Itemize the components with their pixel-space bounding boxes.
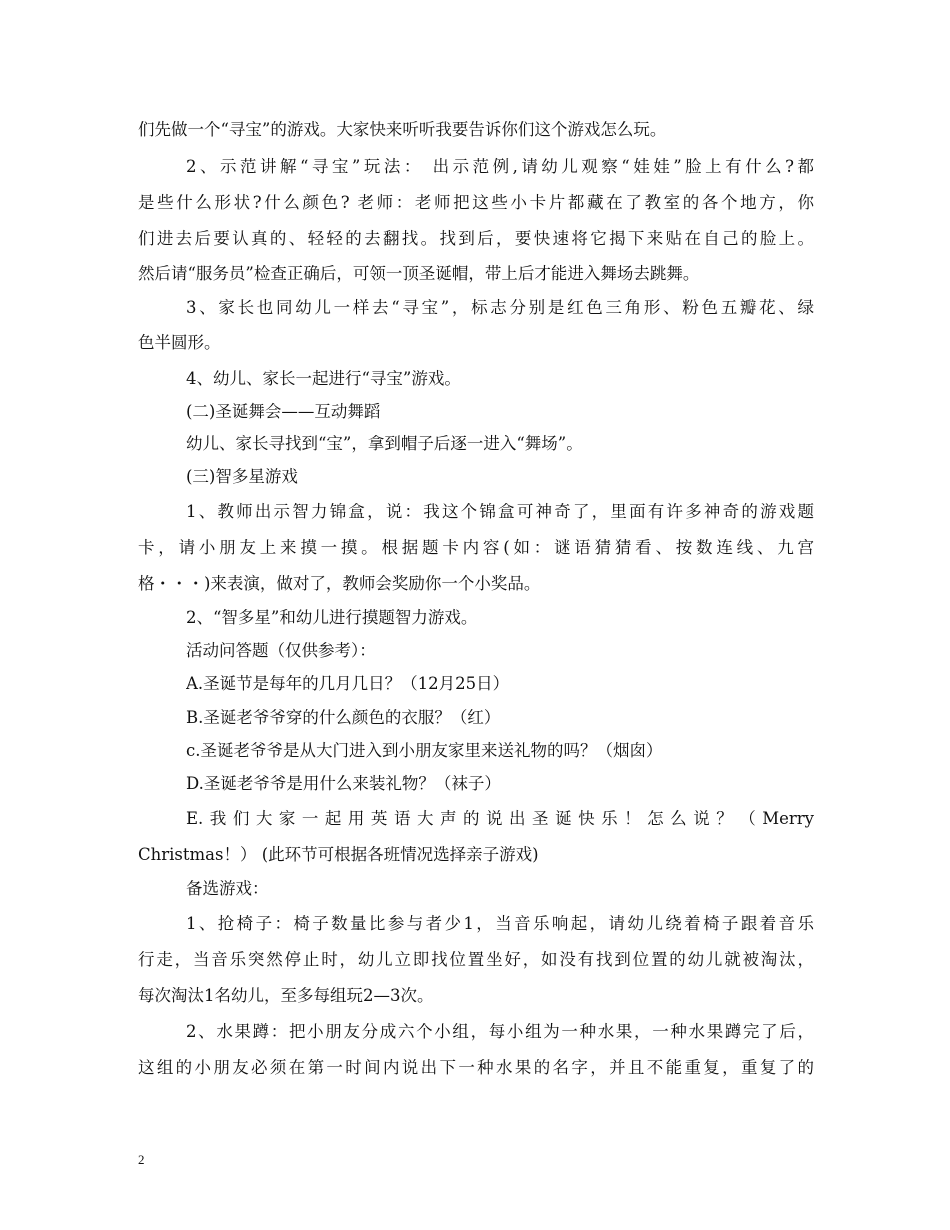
text-line: 然后请“服务员”检查正确后，可领一顶圣诞帽，带上后才能进入舞场去跳舞。 [138, 264, 700, 283]
section-heading: (二)圣诞舞会——互动舞蹈 [186, 402, 381, 421]
text-line: 卡，请小朋友上来摸一摸。根据题卡内容(如：谜语猜猜看、按数连线、九宫 [138, 538, 814, 557]
text-line: 2、水果蹲：把小朋友分成六个小组，每小组为一种水果，一种水果蹲完了后， [186, 1022, 814, 1041]
text-line: 活动问答题（仅供参考）： [186, 641, 376, 660]
text-line: 1、抢椅子：椅子数量比参与者少1，当音乐响起，请幼儿绕着椅子跟着音乐 [186, 914, 814, 933]
text-line: 是些什么形状?什么颜色? 老师：老师把这些小卡片都藏在了教室的各个地方，你 [138, 193, 814, 212]
text-line: 4、幼儿、家长一起进行“寻宝”游戏。 [186, 369, 461, 388]
text-line: 幼儿、家长寻找到“宝”，拿到帽子后逐一进入“舞场”。 [186, 434, 583, 453]
text-line: 2、“智多星”和幼儿进行摸题智力游戏。 [186, 608, 478, 627]
text-line: 2、示范讲解“寻宝”玩法： 出示范例,请幼儿观察“娃娃”脸上有什么?都 [186, 157, 814, 176]
text-line: 1、教师出示智力锦盒，说：我这个锦盒可神奇了，里面有许多神奇的游戏题 [186, 502, 814, 521]
question-item: D.圣诞老爷爷是用什么来装礼物？（袜子） [186, 774, 501, 793]
text-line: 行走，当音乐突然停止时，幼儿立即找位置坐好，如没有找到位置的幼儿就被淘汰， [138, 950, 814, 969]
text-line: 格・・・)来表演，做对了，教师会奖励你一个小奖品。 [138, 574, 541, 593]
page-number: 2 [138, 1152, 145, 1167]
text-line: Christmas！） (此环节可根据各班情况选择亲子游戏) [138, 845, 539, 864]
section-heading: (三)智多星游戏 [186, 467, 298, 486]
text-line: 们进去后要认真的、轻轻的去翻找。找到后，要快速将它揭下来贴在自己的脸上。 [138, 229, 814, 248]
text-line: 们先做一个“寻宝”的游戏。大家快来听听我要告诉你们这个游戏怎么玩。 [138, 120, 667, 139]
text-line: 色半圆形。 [138, 333, 221, 352]
text-line: 每次淘汰1名幼儿，至多每组玩2—3次。 [138, 986, 434, 1005]
question-item: E.我们大家一起用英语大声的说出圣诞快乐！怎么说？（Merry [186, 809, 814, 828]
text-line: 备选游戏： [186, 879, 269, 898]
question-item: B.圣诞老爷爷穿的什么颜色的衣服？（红） [186, 708, 501, 727]
question-item: A.圣诞节是每年的几月几日？（12月25日） [186, 674, 510, 693]
text-line: 3、家长也同幼儿一样去“寻宝”，标志分别是红色三角形、粉色五瓣花、绿 [186, 298, 814, 317]
question-item: c.圣诞老爷爷是从大门进入到小朋友家里来送礼物的吗？（烟囱） [186, 741, 663, 760]
text-line: 这组的小朋友必须在第一时间内说出下一种水果的名字，并且不能重复，重复了的 [138, 1058, 814, 1077]
